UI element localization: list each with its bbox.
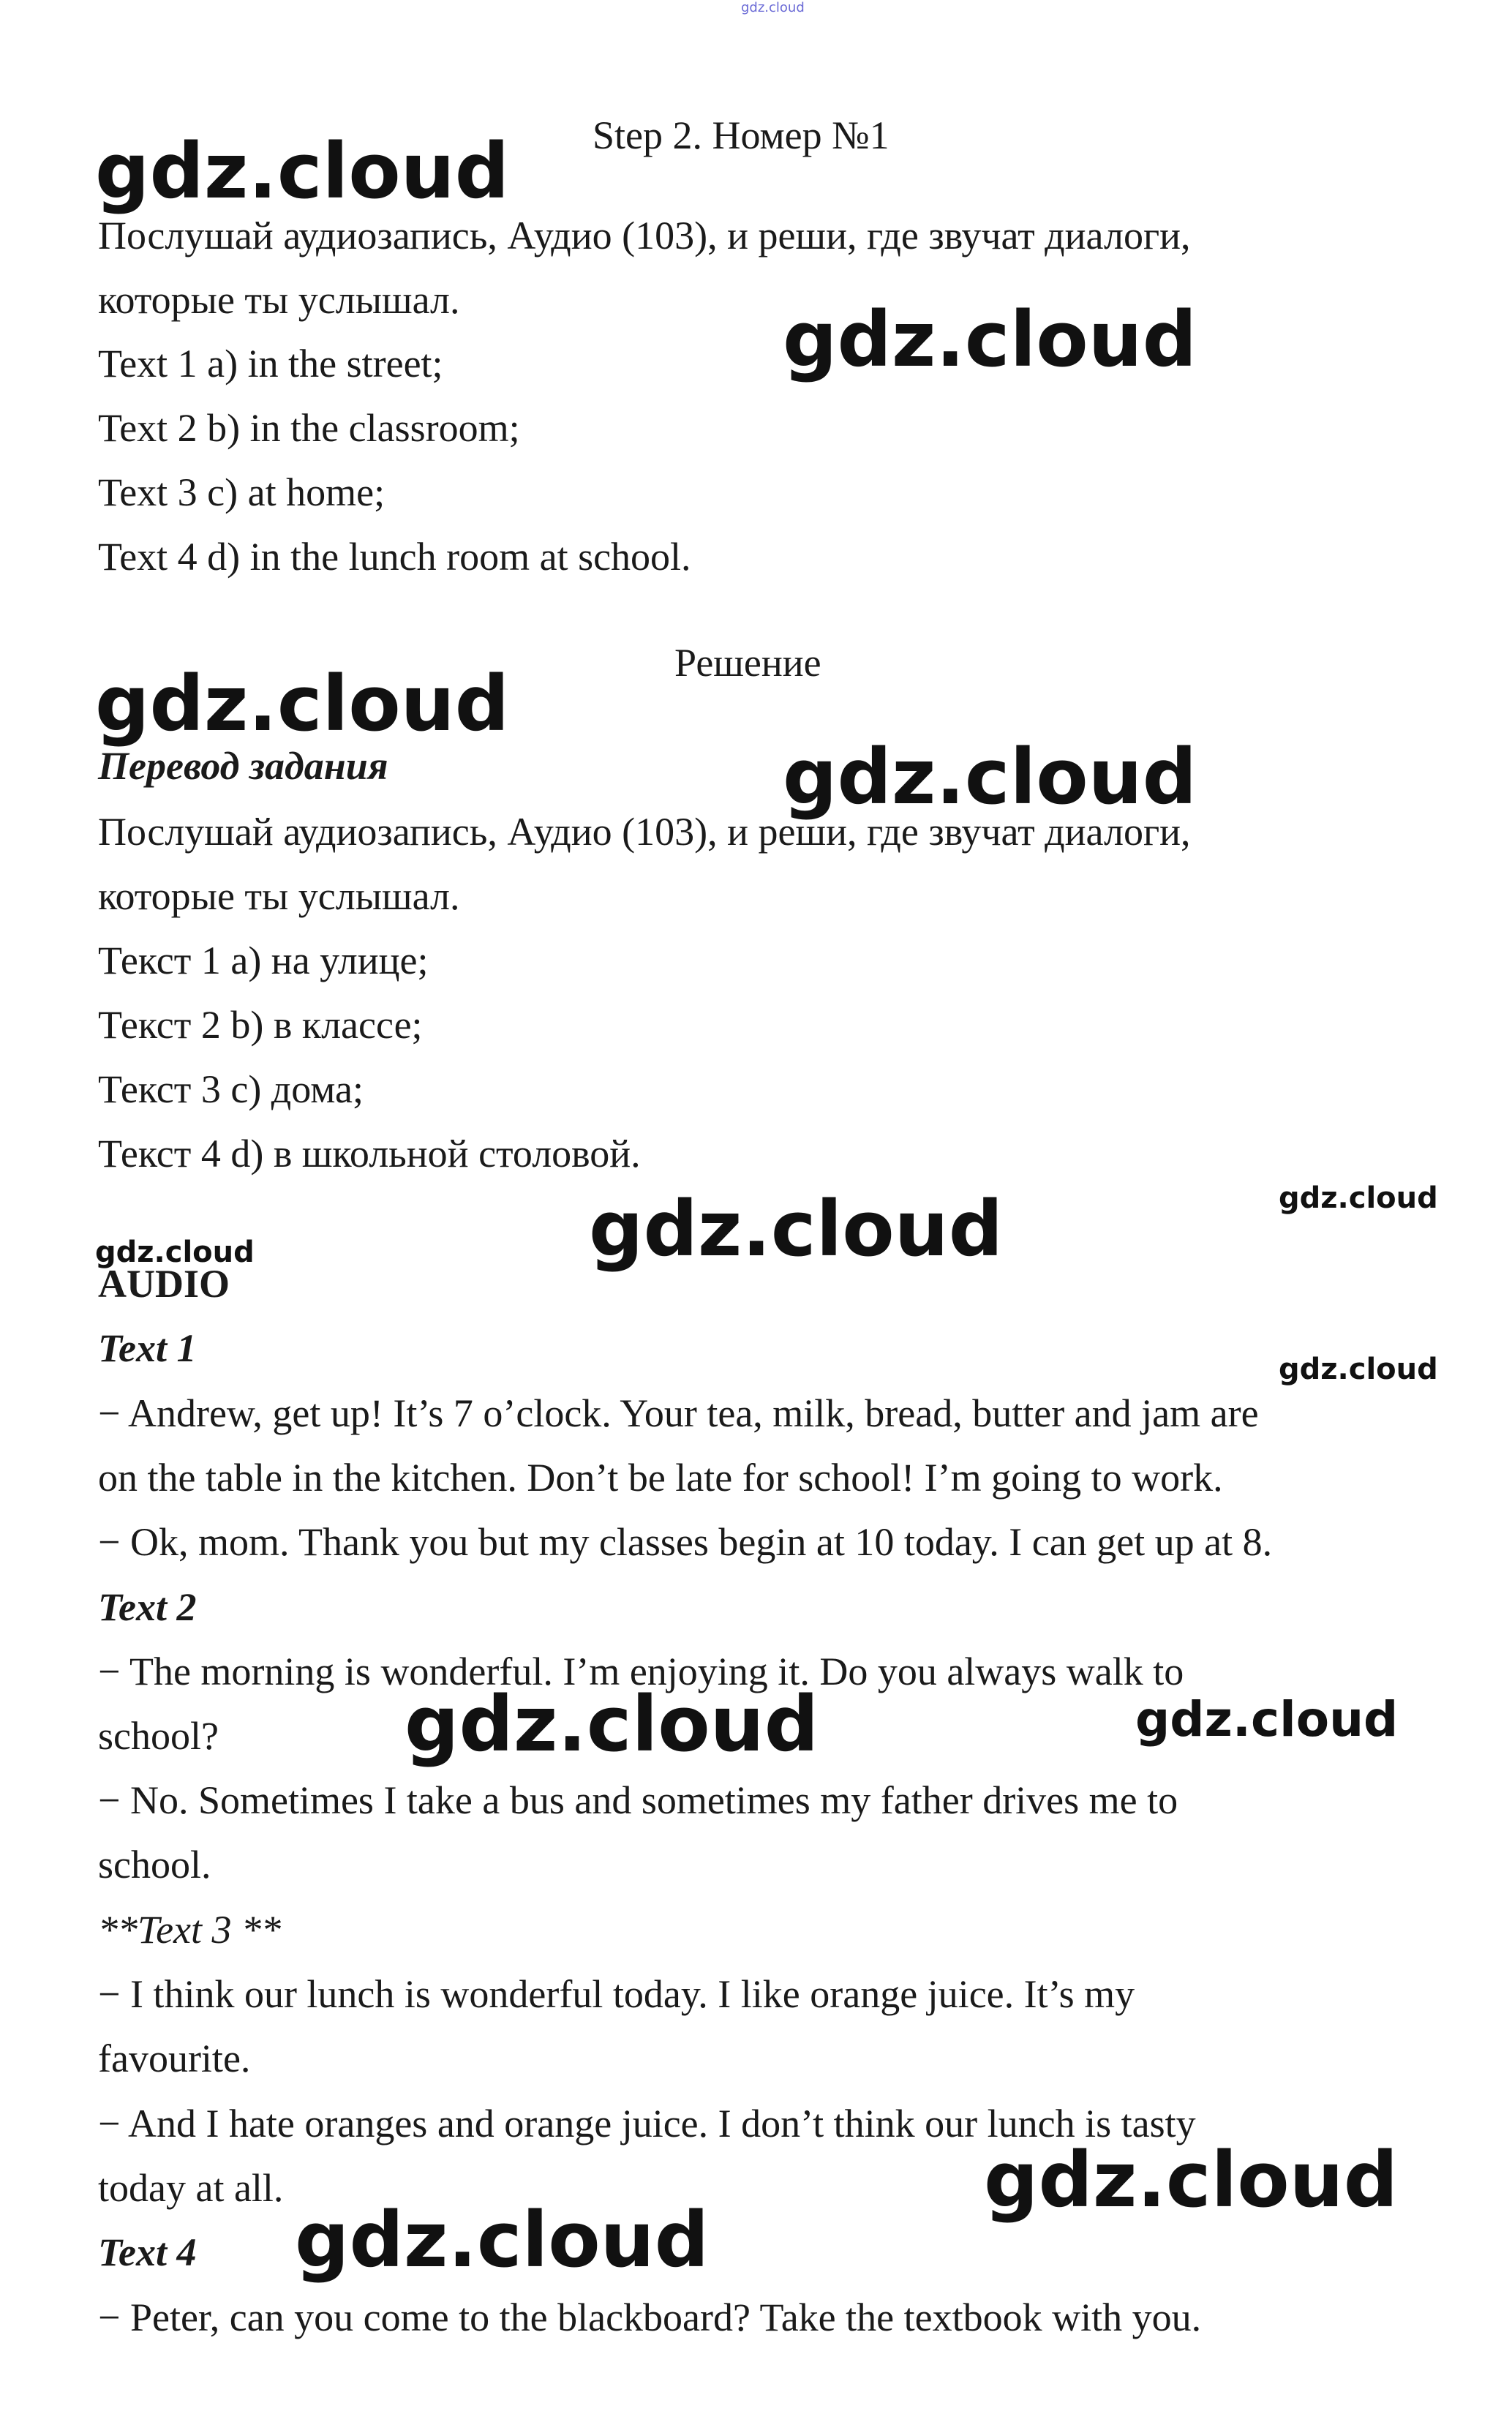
watermark-10: gdz.cloud [1135,1691,1399,1748]
task-intro-line2: которые ты услышал. [98,278,460,322]
audio-text1-line1: − Andrew, get up! It’s 7 o’clock. Your tea, milk, bread, butter and jam are [98,1391,1259,1435]
audio-text1-line2: on the table in the kitchen. Don’t be late for school! I’m going to work. [98,1456,1223,1500]
watermark-7: gdz.cloud [95,1236,255,1269]
solution-item-1: Текст 1 a) на улице; [98,939,429,982]
watermark-8: gdz.cloud [1279,1353,1438,1386]
task-item-2: Text 2 b) in the classroom; [98,406,520,450]
task-intro-line1: Послушай аудиозапись, Аудио (103), и реши, где звучат диалоги, [98,214,1191,257]
task-item-4: Text 4 d) in the lunch room at school. [98,535,691,579]
solution-intro-line2: которые ты услышал. [98,874,460,918]
watermark-tiny: gdz.cloud [741,0,805,15]
audio-heading: AUDIO [98,1262,230,1306]
audio-text4-line1: − Peter, can you come to the blackboard? Take the textbook with you. [98,2295,1202,2339]
solution-item-4: Текст 4 d) в школьной столовой. [98,1132,641,1176]
audio-text3-line4: today at all. [98,2166,284,2210]
audio-text2-title: Text 2 [98,1585,197,1629]
watermark-12: gdz.cloud [295,2195,710,2284]
watermark-1: gdz.cloud [95,127,510,216]
audio-text2-line2: school? [98,1714,219,1758]
page-title: Step 2. Номер №1 [593,113,889,157]
audio-text2-line3: − No. Sometimes I take a bus and sometimes my father drives me to [98,1778,1178,1822]
watermark-6: gdz.cloud [1279,1181,1438,1215]
solution-intro-line1: Послушай аудиозапись, Аудио (103), и реши, где звучат диалоги, [98,810,1191,854]
audio-text3-title: **Text 3 ** [98,1908,282,1952]
audio-text2-line1: − The morning is wonderful. I’m enjoying it. Do you always walk to [98,1650,1184,1693]
audio-text1-line3: − Ok, mom. Thank you but my classes begin at 10 today. I can get up at 8. [98,1520,1273,1564]
watermark-2: gdz.cloud [783,295,1197,384]
watermark-11: gdz.cloud [984,2135,1399,2224]
watermark-4: gdz.cloud [783,732,1197,821]
watermark-3: gdz.cloud [95,659,510,748]
audio-text3-line2: favourite. [98,2036,251,2080]
translation-heading: Перевод задания [98,744,388,788]
audio-text4-title: Text 4 [98,2230,197,2274]
watermark-5: gdz.cloud [589,1184,1004,1274]
audio-text2-line4: school. [98,1843,211,1887]
solution-heading: Решение [674,641,821,685]
watermark-9: gdz.cloud [405,1680,819,1769]
solution-item-3: Текст 3 c) дома; [98,1067,364,1111]
audio-text3-line3: − And I hate oranges and orange juice. I don’t think our lunch is tasty [98,2102,1196,2145]
audio-text1-title: Text 1 [98,1326,197,1370]
solution-item-2: Текст 2 b) в классе; [98,1003,423,1047]
task-item-3: Text 3 c) at home; [98,470,385,514]
task-item-1: Text 1 a) in the street; [98,342,443,386]
audio-text3-line1: − I think our lunch is wonderful today. I like orange juice. It’s my [98,1972,1135,2016]
